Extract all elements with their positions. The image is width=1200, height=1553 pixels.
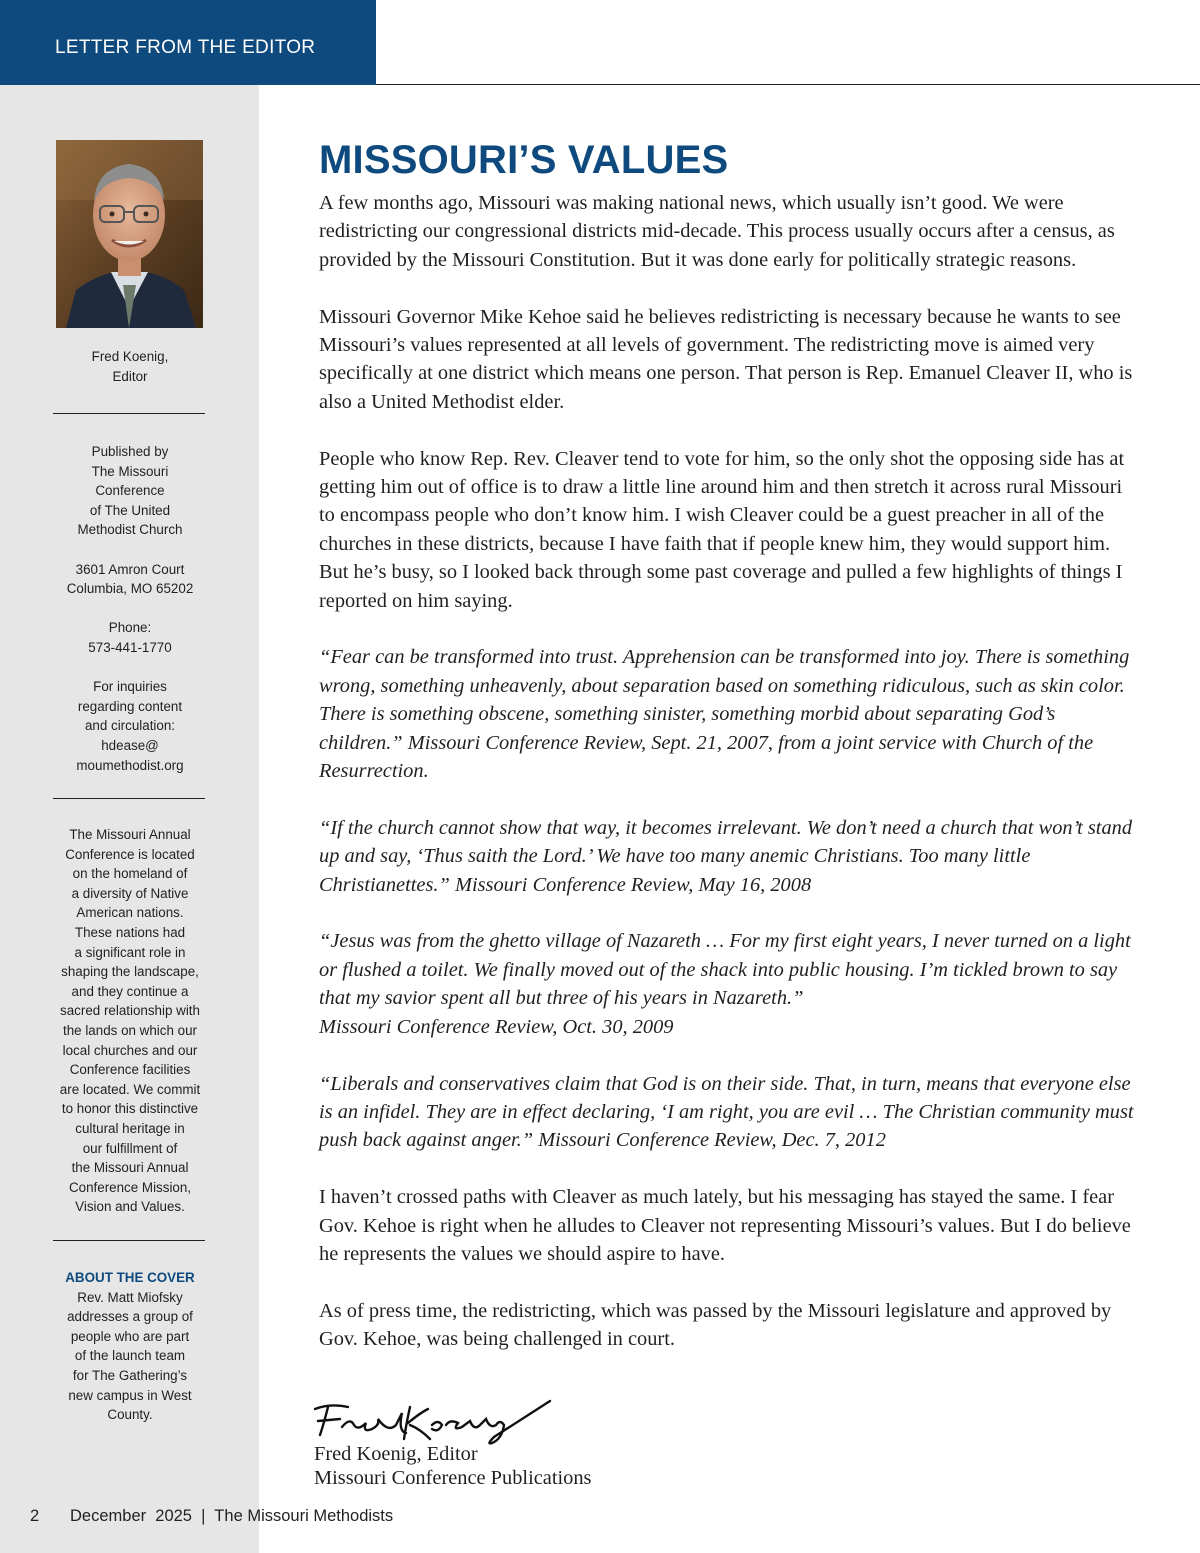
sidebar-line: are located. We commit [59, 1081, 201, 1097]
quote [319, 927, 1134, 1041]
publisher-line: Published by [91, 444, 169, 459]
signoff [314, 1442, 592, 1490]
sidebar-line: of the launch team [74, 1348, 186, 1364]
sidebar-line: American nations. [76, 905, 184, 921]
sidebar-line: sacred relationship with [60, 1003, 200, 1019]
sidebar-line: Conference Mission, [68, 1179, 192, 1195]
publisher-info [40, 442, 220, 775]
editor-portrait [56, 140, 203, 328]
sidebar-line: shaping the landscape, [61, 964, 199, 980]
sidebar-line: County. [107, 1407, 153, 1423]
inquiries-line: For inquiries [93, 679, 167, 695]
sidebar-line: the lands on which our [63, 1022, 197, 1038]
caption-line: Editor [112, 368, 148, 384]
portrait-image [56, 140, 203, 328]
cover-description [40, 1288, 220, 1425]
sidebar-line: for The Gathering’s [72, 1367, 188, 1383]
sidebar-line: Conference facilities [69, 1062, 191, 1078]
sidebar-line: on the homeland of [72, 866, 188, 882]
phone-number: 573-441-1770 [88, 639, 172, 655]
publisher-line: of The United [89, 502, 171, 518]
editor-caption [40, 347, 220, 386]
sidebar-line: local churches and our [62, 1042, 198, 1058]
sidebar-line: Conference is located [65, 846, 195, 862]
sidebar-line: addresses a group of [67, 1309, 193, 1325]
page-number: 2 [30, 1507, 40, 1525]
sidebar-line: These nations had [74, 924, 186, 940]
caption-line: Fred Koenig, [91, 349, 169, 364]
publisher-line: Conference [95, 483, 165, 499]
sidebar-line: to honor this distinctive [61, 1101, 199, 1117]
inquiries-email: hdease@ [101, 737, 159, 753]
sidebar-line: The Missouri Annual [69, 827, 191, 842]
page-footer [30, 1507, 393, 1526]
sidebar-line: a significant role in [74, 944, 186, 960]
paragraph: Missouri Governor Mike Kehoe said he believes redistricting is necessary because he wants to see Missouri’s values represented at all levels of government. The redistricting move is aimed very specifically at one district which means one person. That person is Rep. Emanuel Cleaver II, who is also a United Methodist elder. [319, 305, 1133, 413]
paragraph: People who know Rep. Rev. Cleaver tend to vote for him, so the only shot the opposing side has at getting him out of office is to draw a little line around him and then stretch it across rural Missouri to encompass people who don’t know him. I wish Cleaver could be a guest preacher in all of the churches in these districts, because I have faith that if people knew him, they would support him. But he’s busy, so I looked back through some past coverage and pulled a few highlights of things I reported on him saying. [319, 447, 1125, 612]
signoff-org: Missouri Conference Publications [314, 1467, 592, 1489]
paragraph: I haven’t crossed paths with Cleaver as much lately, but his messaging has stayed the same. I fear Gov. Kehoe is right when he alludes to Cleaver not representing Missouri’s values. But I do believe he represents the values we should aspire to have. [319, 1186, 1131, 1265]
inquiries-line: regarding content [77, 698, 183, 714]
publisher-line: The Missouri [91, 463, 169, 479]
publisher-line: Methodist Church [77, 522, 183, 538]
sidebar-divider [53, 413, 205, 414]
quote: “If the church cannot show that way, it becomes irrelevant. We don’t need a church that won’t stand up and say, ‘Thus saith the Lord.’ We have too many anemic Christians. Too many little Christianettes.” Missouri Conference Review, May 16, 2008 [319, 816, 1133, 896]
address-line: Columbia, MO 65202 [66, 581, 194, 597]
phone-label: Phone: [108, 620, 152, 636]
sidebar-line: Rev. Matt Miofsky [77, 1289, 183, 1305]
signoff-name: Fred Koenig, Editor [314, 1443, 478, 1465]
quote: “Liberals and conservatives claim that God is on their side. That, in turn, means that everyone else is an infidel. They are in effect declaring, ‘I am right, you are evil … The Christian community must push back against anger.” Missouri Conference Review, Dec. 7, 2012 [319, 1072, 1134, 1152]
issue-line: December 2025 | The Missouri Methodists [70, 1507, 394, 1525]
quote: “Fear can be transformed into trust. Apprehension can be transformed into joy. There is something wrong, something unheavenly, about separation based on something ridiculous, such as skin color. There is something obscene, something sinister, something morbid about separating God’s children.” Missouri Conference Review, Sept. 21, 2007, from a joint service with Church of the Resurrection. [319, 646, 1130, 783]
cover-heading: ABOUT THE COVER [65, 1270, 195, 1285]
header-rule [376, 84, 1200, 85]
quote-source: Missouri Conference Review, Oct. 30, 2009 [319, 1015, 674, 1038]
sidebar-line: people who are part [70, 1328, 190, 1344]
article-title: MISSOURI’S VALUES [319, 138, 729, 182]
inquiries-email: moumethodist.org [76, 757, 184, 773]
address-line: 3601 Amron Court [75, 561, 185, 577]
article-body [319, 189, 1134, 1382]
sidebar-line: and they continue a [71, 983, 189, 999]
land-acknowledgement [40, 825, 220, 1217]
sidebar-line: Vision and Values. [75, 1199, 185, 1215]
sidebar-line: our fulfillment of [82, 1140, 178, 1156]
sidebar-divider [53, 798, 205, 799]
quote-text: “Jesus was from the ghetto village of Nazareth … For my first eight years, I never turned on a light or flushed a toilet. We finally moved out of the shack into public housing. I’m tickled brown to say that my savior spent all but three of his years in Nazareth.” [319, 930, 1131, 1010]
sidebar-line: cultural heritage in [75, 1120, 185, 1136]
editor-signature [310, 1395, 560, 1447]
sidebar-line: the Missouri Annual [71, 1160, 189, 1176]
paragraph: A few months ago, Missouri was making national news, which usually isn’t good. We were redistricting our congressional districts mid-decade. This process usually occurs after a census, as provided by the Missouri Constitution. But it was done early for politically strategic reasons. [319, 192, 1115, 271]
section-label: LETTER FROM THE EDITOR [55, 37, 316, 58]
inquiries-line: and circulation: [84, 718, 176, 734]
paragraph: As of press time, the redistricting, which was passed by the Missouri legislature and approved by Gov. Kehoe, was being challenged in court. [319, 1299, 1112, 1351]
sidebar-line: new campus in West [68, 1387, 192, 1403]
section-header-tab [0, 0, 376, 85]
sidebar-line: a diversity of Native [71, 885, 189, 901]
sidebar-divider [53, 1240, 205, 1241]
about-the-cover [40, 1268, 220, 1425]
